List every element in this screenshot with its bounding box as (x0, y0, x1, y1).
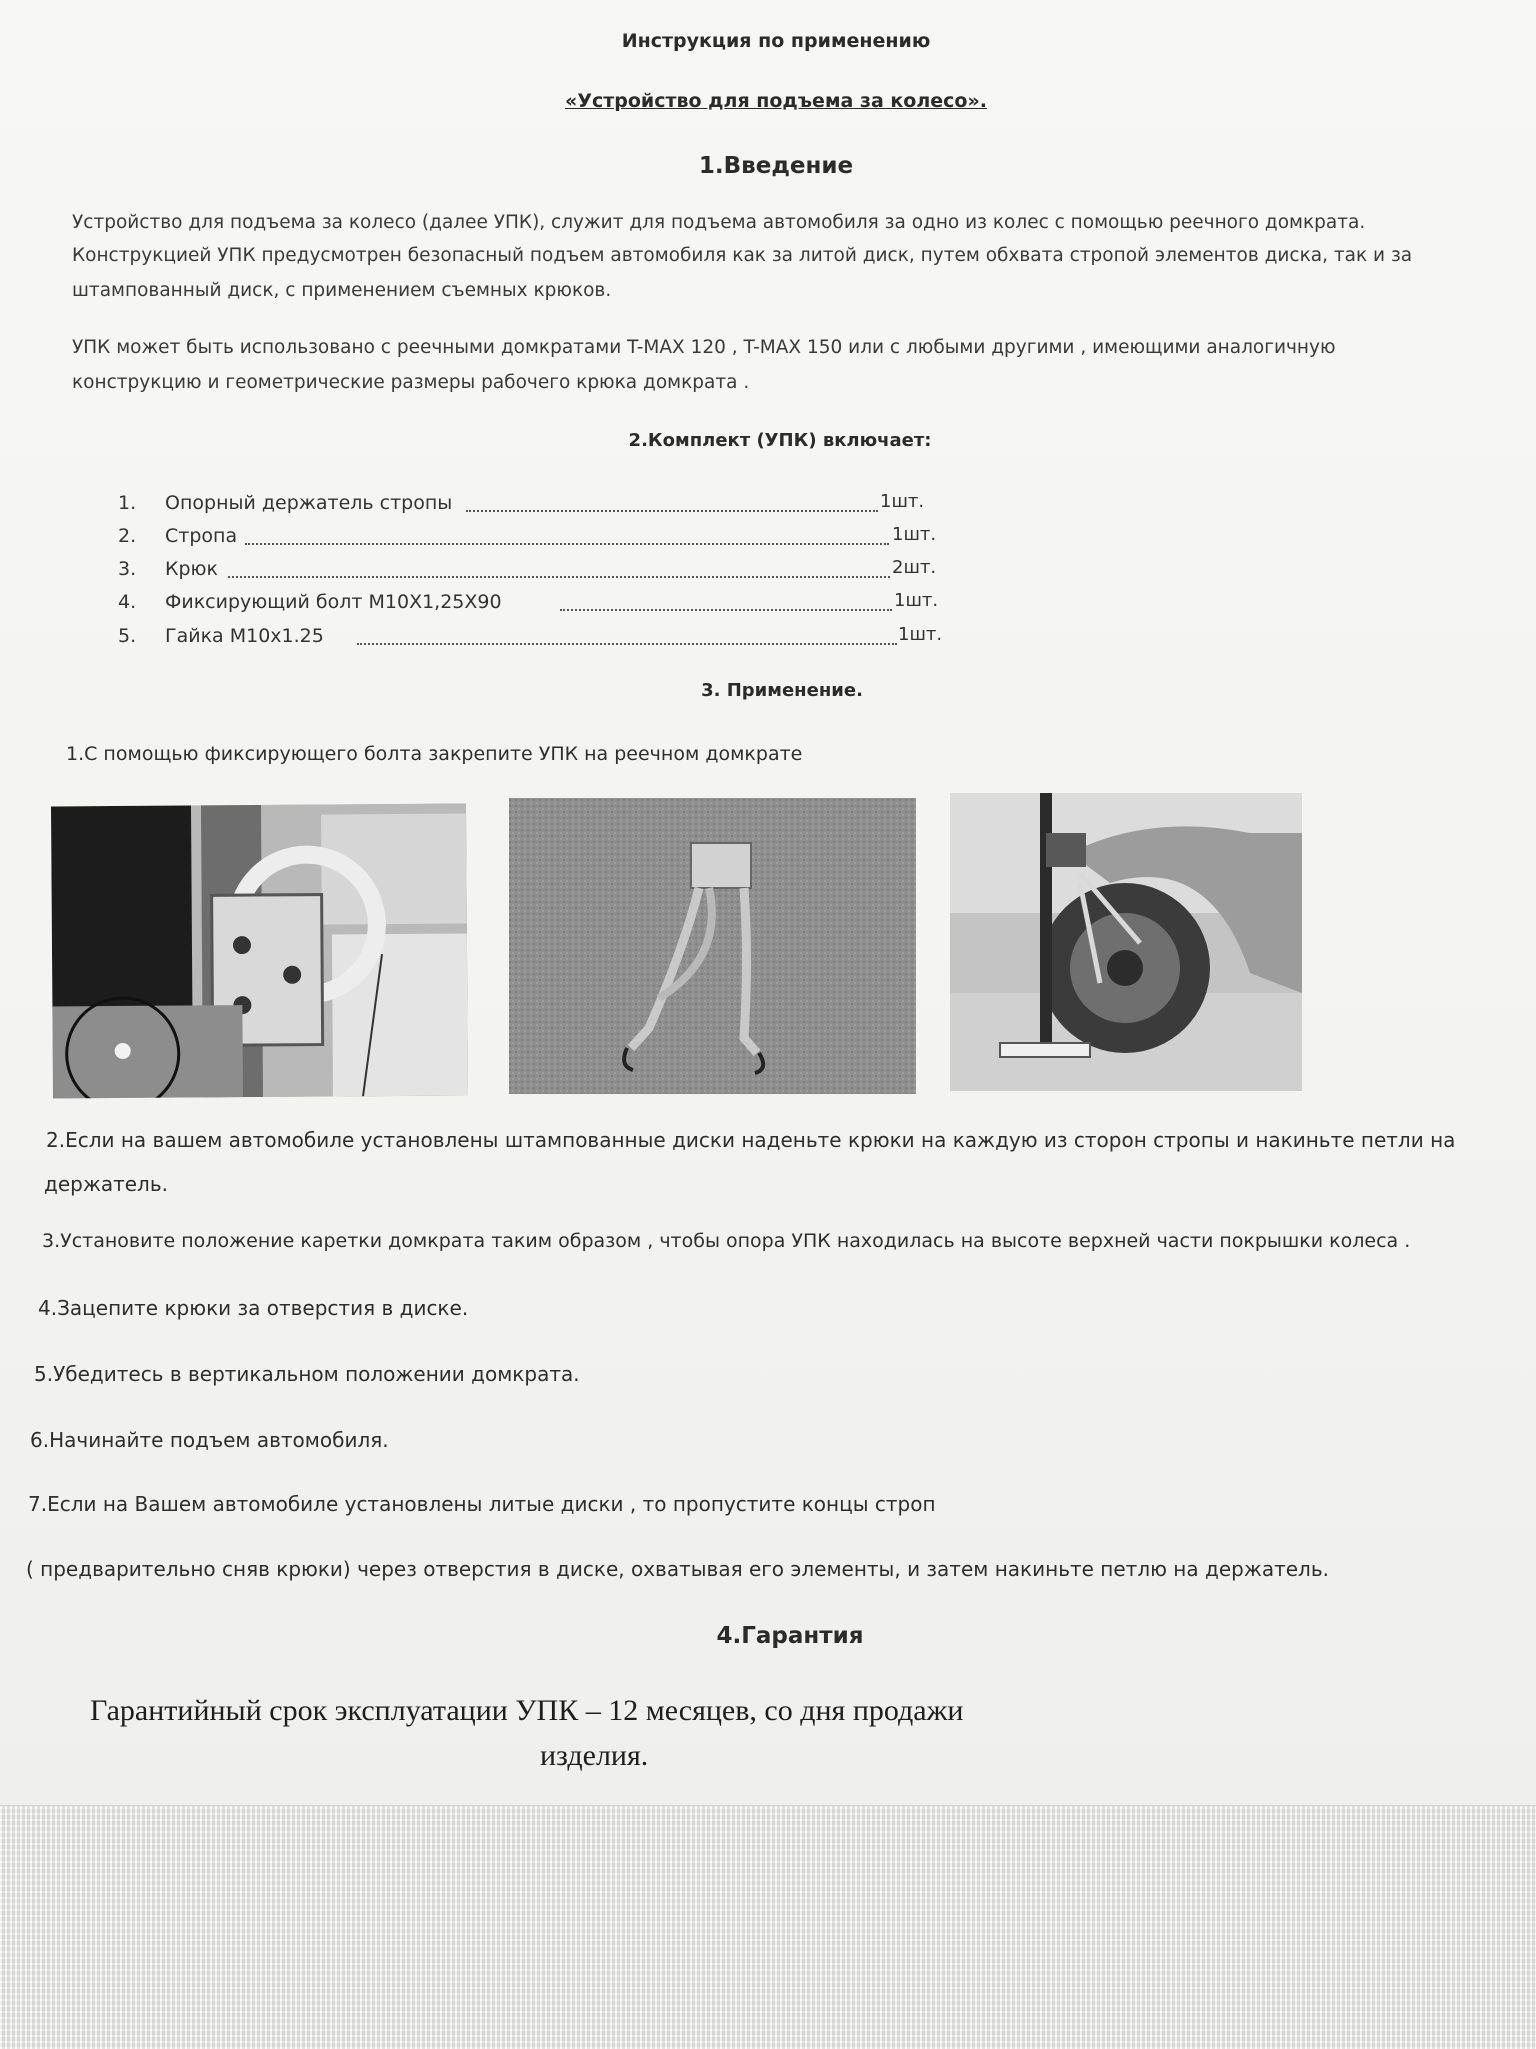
photo-upk-mounted-on-jack (51, 804, 468, 1099)
kit-item-name: Крюк (165, 558, 219, 580)
intro-para1-line1: Устройство для подъема за колесо (далее УПК), служит для подъема автомобиля за одно из колес с помощью реечного домкрата. (72, 212, 1366, 233)
kit-item-number: 2. (118, 525, 137, 547)
intro-para2-line1: УПК может быть использовано с реечными домкратами T-MAX 120 , T-MAX 150 или с любыми другими , имеющими аналогичную (72, 337, 1336, 358)
kit-item-number: 4. (118, 591, 137, 613)
kit-item-number: 3. (118, 558, 137, 580)
kit-item-qty: 1шт. (894, 590, 939, 611)
leader-dots (357, 643, 897, 645)
usage-step-6: 6.Начинайте подъем автомобиля. (30, 1428, 389, 1452)
kit-item-name: Гайка M10x1.25 (165, 625, 324, 647)
kit-item-number: 5. (118, 625, 137, 647)
leader-dots (245, 543, 889, 545)
intro-para1-line2: Конструкцией УПК предусмотрен безопасный подъем автомобиля как за литой диск, путем обхвата стропой элементов диска, так и за (72, 245, 1413, 266)
warranty-line2: изделия. (540, 1739, 649, 1772)
kit-item-qty: 1шт. (898, 624, 943, 645)
table-surface-background (0, 1805, 1536, 2049)
kit-item-name: Стропа (165, 525, 238, 547)
kit-item-name: Фиксирующий болт M10X1,25X90 (165, 591, 502, 613)
usage-step-3: 3.Установите положение каретки домкрата таким образом , чтобы опора УПК находилась на высоте верхней части покрышки колеса . (42, 1230, 1411, 1252)
intro-para2-line2: конструкцию и геометрические размеры рабочего крюка домкрата . (72, 372, 750, 393)
kit-item-name: Опорный держатель стропы (165, 492, 453, 514)
usage-step-7-line2: ( предварительно сняв крюки) через отверстия в диске, охватывая его элементы, и затем накиньте петлю на держатель. (26, 1557, 1329, 1581)
usage-heading: 3. Применение. (701, 680, 863, 701)
kit-heading: 2.Комплект (УПК) включает: (628, 430, 932, 451)
intro-heading: 1.Введение (698, 153, 854, 179)
photo-jack-lifting-car-wheel (950, 793, 1302, 1091)
intro-para1-line3: штампованный диск, с применением съемных крюков. (72, 280, 612, 301)
kit-item-qty: 1шт. (892, 524, 937, 545)
warranty-line1: Гарантийный срок эксплуатации УПК – 12 месяцев, со дня продажи (90, 1694, 964, 1727)
usage-step-1: 1.С помощью фиксирующего болта закрепите УПК на реечном домкрате (66, 743, 803, 765)
kit-item-number: 1. (118, 492, 137, 514)
leader-dots (560, 609, 892, 611)
photo-sling-with-hooks (509, 798, 916, 1094)
kit-item-qty: 1шт. (880, 491, 925, 512)
usage-step-4: 4.Зацепите крюки за отверстия в диске. (38, 1296, 469, 1320)
usage-step-5: 5.Убедитесь в вертикальном положении домкрата. (34, 1362, 580, 1386)
document-title: Инструкция по применению (621, 30, 931, 52)
product-name: «Устройство для подъема за колесо». (565, 90, 987, 112)
leader-dots (466, 510, 878, 512)
kit-item-qty: 2шт. (892, 557, 937, 578)
usage-step-2-line1: 2.Если на вашем автомобиле установлены штампованные диски наденьте крюки на каждую из сторон стропы и накиньте петли на (46, 1128, 1456, 1152)
warranty-heading: 4.Гарантия (716, 1623, 864, 1649)
usage-step-2-line2: держатель. (44, 1172, 168, 1196)
usage-step-7-line1: 7.Если на Вашем автомобиле установлены литые диски , то пропустите концы строп (28, 1492, 936, 1516)
leader-dots (228, 576, 890, 578)
